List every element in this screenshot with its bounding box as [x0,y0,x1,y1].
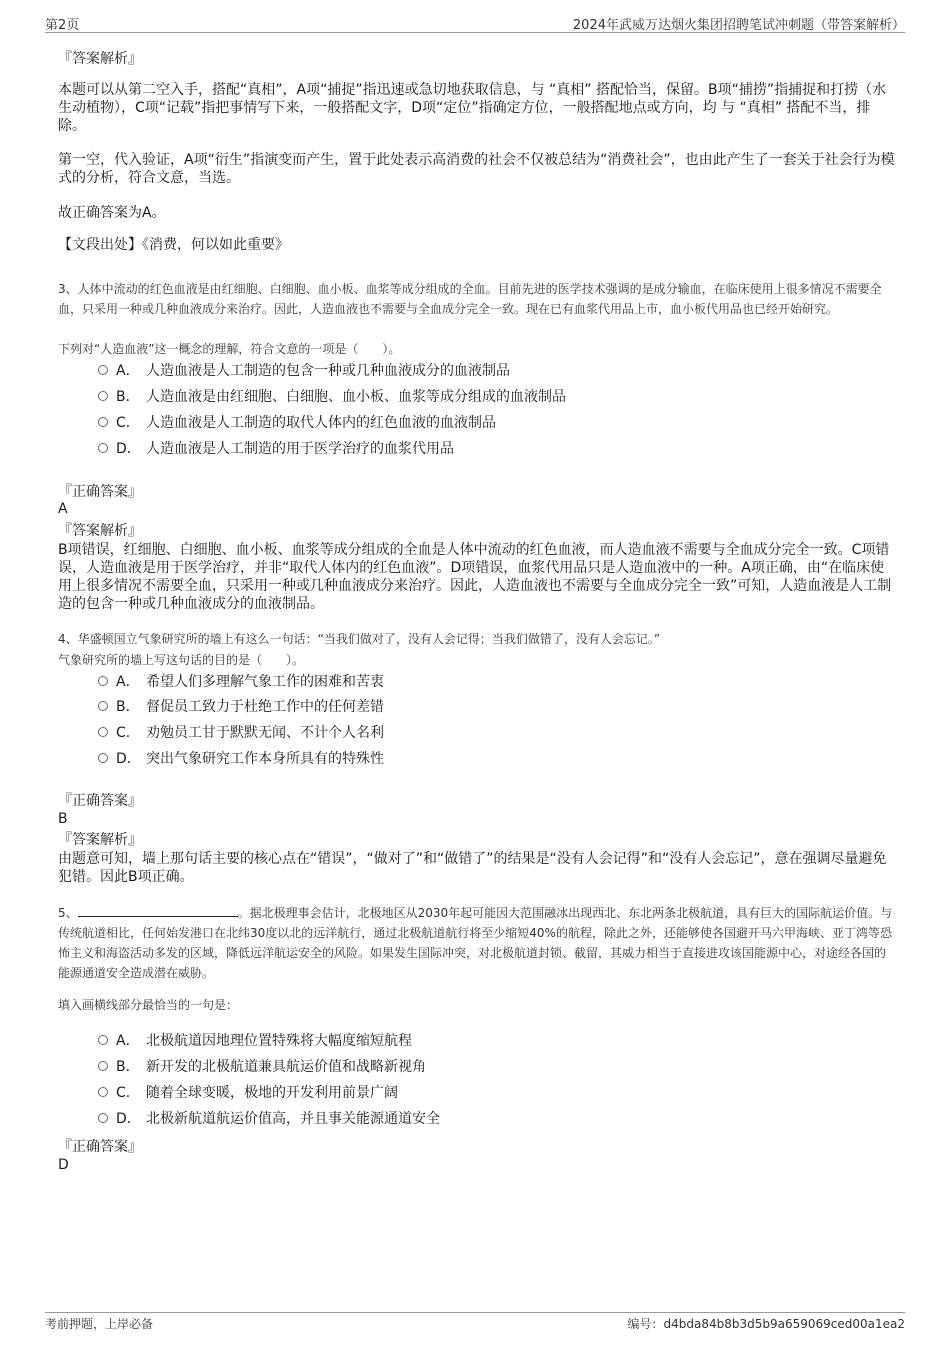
radio-icon[interactable] [98,1087,108,1097]
q3-option-b[interactable]: B． 人造血液是由红细胞、白细胞、血小板、血浆等成分组成的血液制品 [98,387,566,407]
radio-icon[interactable] [98,391,108,401]
q3-option-d[interactable]: D． 人造血液是人工制造的用于医学治疗的血浆代用品 [98,439,454,459]
document-title: 2024年武威万达烟火集团招聘笔试冲刺题（带答案解析） [572,18,905,33]
footer-code: 编号：d4bda84b8b3d5b9a659069ced00a1ea2 [627,1317,905,1331]
q4-question: 气象研究所的墙上写这句话的目的是（ ）。 [58,653,305,667]
q2-source: 【文段出处】《消费，何以如此重要》 [58,237,289,253]
q5-option-c[interactable]: C． 随着全球变暖，极地的开发利用前景广阔 [98,1083,398,1103]
radio-icon[interactable] [98,753,108,763]
page-header [45,12,905,33]
footer-slogan: 考前押题，上岸必备 [45,1317,154,1331]
q5-option-b[interactable]: B． 新开发的北极航道兼具航运价值和战略新视角 [98,1057,426,1077]
q2-analysis-label: 『答案解析』 [58,51,142,67]
q2-analysis-para3: 故正确答案为A。 [58,205,166,221]
q3-analysis: B项错误，红细胞、白细胞、血小板、血浆等成分组成的全血是人体中流动的红色血液，而人造血液不需要与全血成分完全一致。C项错误，人造血液是用于医学治疗，并非“取代人体内的红色血液”。D项错误，血浆代用品只是人造血液中的一种。A项正确，由“在临床使用上很多情况不需要全血，只采用一种或几种血液成分来治疗。因此，人造血液也不需要与全血成分完全一致”可知，人造血液是人工制造的包含一种或几种血液成分的血液制品。 [58,542,892,612]
page-footer [45,1312,905,1333]
q4-option-b[interactable]: B． 督促员工致力于杜绝工作中的任何差错 [98,697,384,717]
q3-stem: 3、人体中流动的红色血液是由红细胞、白细胞、血小板、血浆等成分组成的全血。目前先进的医学技术强调的是成分输血，在临床使用上很多情况不需要全血，只采用一种或几种血液成分来治疗。因此，人造血液也不需要与全血成分完全一致。现在已有血浆代用品上市，血小板代用品也已经开始研究。 [58,282,882,316]
page-number: 第2页 [45,18,80,33]
q4-option-d[interactable]: D． 突出气象研究工作本身所具有的特殊性 [98,749,384,769]
q5-question: 填入画横线部分最恰当的一句是： [58,998,239,1012]
radio-icon[interactable] [98,417,108,427]
q5-option-a[interactable]: A． 北极航道因地理位置特殊将大幅度缩短航程 [98,1031,412,1051]
q2-analysis-para1: 本题可以从第二空入手，搭配“真相”，A项“捕捉”指迅速或急切地获取信息，与 “真相” 搭配恰当，保留。B项“捕捞”指捕捉和打捞（水生动植物），C项“记载”指把事情写下来，一般搭配文字，D项“定位”指确定方位，一般搭配地点或方向，均 与 “真相” 搭配不当，排除。 [58,82,887,134]
q4-option-c[interactable]: C． 劝勉员工甘于默默无闻、不计个人名利 [98,723,384,743]
radio-icon[interactable] [98,676,108,686]
radio-icon[interactable] [98,727,108,737]
q4-answer: B [58,811,68,827]
q5-number: 5、 [58,906,78,920]
q2-analysis-para2: 第一空，代入验证，A项“衍生”指演变而产生，置于此处表示高消费的社会不仅被总结为“消费社会”，也由此产生了一套关于社会行为模式的分析，符合文意，当选。 [58,152,895,186]
q4-analysis-label: 『答案解析』 [58,832,142,848]
fill-blank [78,903,238,917]
q5-stem-text: 。据北极理事会估计，北极地区从2030年起可能因大范围融冰出现西北、东北两条北极航道，具有巨大的国际航运价值。与传统航道相比，任何始发港口在北纬30度以北的远洋航行，通过北极航道航行将至少缩短40%的航程，除此之外，还能够使各国避开马六甲海峡、亚丁湾等恐怖主义和海盗活动多发的区域，降低远洋航运安全的风险。如果发生国际冲突，对北极航道封锁、截留，其威力相当于直接进攻该国能源中心，对途经各国的能源通道安全造成潜在威胁。 [58,906,893,980]
q3-analysis-label: 『答案解析』 [58,523,142,539]
radio-icon[interactable] [98,1113,108,1123]
q3-answer: A [58,501,68,517]
q3-option-a[interactable]: A． 人造血液是人工制造的包含一种或几种血液成分的血液制品 [98,361,510,381]
q4-answer-label: 『正确答案』 [58,793,142,809]
q4-stem: 4、华盛顿国立气象研究所的墙上有这么一句话：“当我们做对了，没有人会记得；当我们做错了，没有人会忘记。” [58,632,661,646]
radio-icon[interactable] [98,1061,108,1071]
radio-icon[interactable] [98,1035,108,1045]
q5-stem [58,903,896,983]
q5-answer-label: 『正确答案』 [58,1139,142,1155]
q5-answer: D [58,1157,69,1173]
q3-answer-label: 『正确答案』 [58,484,142,500]
q3-question: 下列对“人造血液”这一概念的理解，符合文意的一项是（ ）。 [58,342,401,356]
q3-option-c[interactable]: C． 人造血液是人工制造的取代人体内的红色血液的血液制品 [98,413,496,433]
q4-analysis: 由题意可知，墙上那句话主要的核心点在“错误”，“做对了”和“做错了”的结果是“没有人会记得”和“没有人会忘记”，意在强调尽量避免犯错。因此B项正确。 [58,851,887,885]
radio-icon[interactable] [98,701,108,711]
radio-icon[interactable] [98,443,108,453]
radio-icon[interactable] [98,365,108,375]
q5-option-d[interactable]: D． 北极新航道航运价值高，并且事关能源通道安全 [98,1109,440,1129]
q4-option-a[interactable]: A． 希望人们多理解气象工作的困难和苦衷 [98,672,384,692]
